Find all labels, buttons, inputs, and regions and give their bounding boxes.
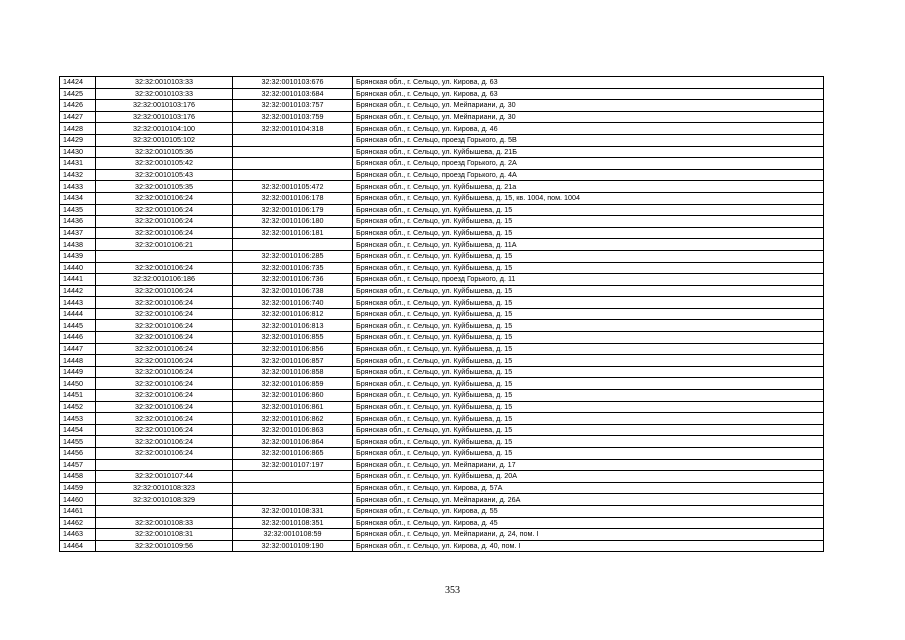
table-row (60, 540, 824, 552)
address-cell: Брянская обл., г. Сельцо, ул. Мейпариани, д. 30 (353, 111, 824, 123)
record-number-cell: 14427 (60, 111, 96, 123)
table-row (60, 134, 824, 146)
cadastral-number-cell: 32:32:0010103:757 (233, 100, 353, 112)
address-cell: Брянская обл., г. Сельцо, ул. Куйбышева, д. 15 (353, 285, 824, 297)
table-row (60, 274, 824, 286)
table-row (60, 239, 824, 251)
address-cell: Брянская обл., г. Сельцо, ул. Куйбышева, д. 15 (353, 204, 824, 216)
address-cell: Брянская обл., г. Сельцо, ул. Куйбышева, д. 15 (353, 448, 824, 460)
cadastral-number-cell: 32:32:0010106:736 (233, 274, 353, 286)
record-number-cell: 14456 (60, 448, 96, 460)
address-cell: Брянская обл., г. Сельцо, ул. Мейпариани, д. 24, пом. I (353, 529, 824, 541)
block-number-cell: 32:32:0010106:24 (96, 192, 233, 204)
table-row (60, 77, 824, 89)
cadastral-number-cell (233, 494, 353, 506)
record-number-cell: 14464 (60, 540, 96, 552)
table-row (60, 146, 824, 158)
block-number-cell: 32:32:0010106:24 (96, 320, 233, 332)
record-number-cell: 14448 (60, 355, 96, 367)
record-number-cell: 14460 (60, 494, 96, 506)
record-number-cell: 14438 (60, 239, 96, 251)
table-row (60, 366, 824, 378)
cadastral-number-cell: 32:32:0010106:735 (233, 262, 353, 274)
block-number-cell: 32:32:0010106:24 (96, 332, 233, 344)
table-row (60, 308, 824, 320)
address-cell: Брянская обл., г. Сельцо, ул. Кирова, д. 63 (353, 88, 824, 100)
block-number-cell: 32:32:0010106:186 (96, 274, 233, 286)
table-row (60, 320, 824, 332)
record-number-cell: 14450 (60, 378, 96, 390)
address-cell: Брянская обл., г. Сельцо, ул. Кирова, д. 55 (353, 505, 824, 517)
address-cell: Брянская обл., г. Сельцо, ул. Мейпариани, д. 17 (353, 459, 824, 471)
table-row (60, 482, 824, 494)
table-row (60, 424, 824, 436)
cadastral-number-cell: 32:32:0010107:197 (233, 459, 353, 471)
page-number: 353 (445, 585, 460, 596)
block-number-cell: 32:32:0010106:24 (96, 355, 233, 367)
table-row (60, 494, 824, 506)
cadastral-number-cell: 32:32:0010106:856 (233, 343, 353, 355)
address-cell: Брянская обл., г. Сельцо, ул. Мейпариани, д. 26А (353, 494, 824, 506)
table-row (60, 413, 824, 425)
record-number-cell: 14437 (60, 227, 96, 239)
address-cell: Брянская обл., г. Сельцо, ул. Куйбышева, д. 15 (353, 250, 824, 262)
record-number-cell: 14452 (60, 401, 96, 413)
block-number-cell: 32:32:0010103:176 (96, 111, 233, 123)
cadastral-number-cell: 32:32:0010106:865 (233, 448, 353, 460)
address-cell: Брянская обл., г. Сельцо, ул. Куйбышева, д. 20А (353, 471, 824, 483)
block-number-cell: 32:32:0010104:100 (96, 123, 233, 135)
address-cell: Брянская обл., г. Сельцо, ул. Куйбышева, д. 21Б (353, 146, 824, 158)
address-cell: Брянская обл., г. Сельцо, ул. Куйбышева, д. 15 (353, 366, 824, 378)
table-row (60, 448, 824, 460)
record-number-cell: 14425 (60, 88, 96, 100)
table-row (60, 529, 824, 541)
cadastral-number-cell: 32:32:0010106:860 (233, 390, 353, 402)
record-number-cell: 14459 (60, 482, 96, 494)
record-number-cell: 14457 (60, 459, 96, 471)
cadastral-number-cell: 32:32:0010103:684 (233, 88, 353, 100)
cadastral-number-cell: 32:32:0010106:740 (233, 297, 353, 309)
cadastral-number-cell: 32:32:0010108:331 (233, 505, 353, 517)
cadastral-number-cell (233, 158, 353, 170)
table-row (60, 100, 824, 112)
cadastral-number-cell (233, 239, 353, 251)
cadastral-number-cell: 32:32:0010108:351 (233, 517, 353, 529)
address-cell: Брянская обл., г. Сельцо, ул. Куйбышева, д. 21а (353, 181, 824, 193)
address-cell: Брянская обл., г. Сельцо, ул. Куйбышева, д. 15 (353, 216, 824, 228)
block-number-cell: 32:32:0010106:21 (96, 239, 233, 251)
cadastral-number-cell: 32:32:0010106:813 (233, 320, 353, 332)
record-number-cell: 14462 (60, 517, 96, 529)
record-number-cell: 14428 (60, 123, 96, 135)
block-number-cell: 32:32:0010106:24 (96, 448, 233, 460)
block-number-cell: 32:32:0010106:24 (96, 401, 233, 413)
address-cell: Брянская обл., г. Сельцо, проезд Горького, д. 2А (353, 158, 824, 170)
table-row (60, 505, 824, 517)
block-number-cell: 32:32:0010108:323 (96, 482, 233, 494)
address-cell: Брянская обл., г. Сельцо, ул. Куйбышева, д. 15 (353, 262, 824, 274)
table-row (60, 158, 824, 170)
address-cell: Брянская обл., г. Сельцо, проезд Горького, д. 4А (353, 169, 824, 181)
table-row (60, 297, 824, 309)
cadastral-number-cell: 32:32:0010106:285 (233, 250, 353, 262)
cadastral-number-cell: 32:32:0010106:864 (233, 436, 353, 448)
record-number-cell: 14441 (60, 274, 96, 286)
table-row (60, 181, 824, 193)
block-number-cell: 32:32:0010108:33 (96, 517, 233, 529)
cadastral-number-cell: 32:32:0010103:759 (233, 111, 353, 123)
cadastral-number-cell (233, 482, 353, 494)
record-number-cell: 14453 (60, 413, 96, 425)
block-number-cell (96, 505, 233, 517)
table-row (60, 343, 824, 355)
cadastral-number-cell: 32:32:0010106:857 (233, 355, 353, 367)
block-number-cell: 32:32:0010105:36 (96, 146, 233, 158)
address-cell: Брянская обл., г. Сельцо, ул. Куйбышева, д. 15 (353, 401, 824, 413)
address-cell: Брянская обл., г. Сельцо, ул. Куйбышева, д. 15 (353, 355, 824, 367)
table-row (60, 111, 824, 123)
block-number-cell: 32:32:0010106:24 (96, 424, 233, 436)
record-number-cell: 14454 (60, 424, 96, 436)
table-row (60, 123, 824, 135)
block-number-cell: 32:32:0010106:24 (96, 216, 233, 228)
block-number-cell: 32:32:0010106:24 (96, 262, 233, 274)
table-row (60, 192, 824, 204)
block-number-cell: 32:32:0010106:24 (96, 343, 233, 355)
cadastral-number-cell: 32:32:0010106:863 (233, 424, 353, 436)
record-number-cell: 14439 (60, 250, 96, 262)
cadastral-number-cell: 32:32:0010106:861 (233, 401, 353, 413)
cadastral-number-cell: 32:32:0010106:812 (233, 308, 353, 320)
cadastral-number-cell (233, 471, 353, 483)
record-number-cell: 14432 (60, 169, 96, 181)
registry-table-body (60, 77, 824, 552)
block-number-cell: 32:32:0010105:43 (96, 169, 233, 181)
block-number-cell: 32:32:0010109:56 (96, 540, 233, 552)
cadastral-number-cell: 32:32:0010106:858 (233, 366, 353, 378)
address-cell: Брянская обл., г. Сельцо, ул. Мейпариани, д. 30 (353, 100, 824, 112)
cadastral-number-cell: 32:32:0010106:738 (233, 285, 353, 297)
address-cell: Брянская обл., г. Сельцо, ул. Куйбышева, д. 15 (353, 390, 824, 402)
record-number-cell: 14444 (60, 308, 96, 320)
block-number-cell: 32:32:0010106:24 (96, 227, 233, 239)
cadastral-number-cell: 32:32:0010106:859 (233, 378, 353, 390)
cadastral-number-cell: 32:32:0010106:862 (233, 413, 353, 425)
cadastral-number-cell: 32:32:0010106:178 (233, 192, 353, 204)
record-number-cell: 14436 (60, 216, 96, 228)
address-cell: Брянская обл., г. Сельцо, ул. Куйбышева, д. 15, кв. 1004, пом. 1004 (353, 192, 824, 204)
record-number-cell: 14431 (60, 158, 96, 170)
block-number-cell: 32:32:0010106:24 (96, 285, 233, 297)
address-cell: Брянская обл., г. Сельцо, ул. Куйбышева, д. 15 (353, 378, 824, 390)
cadastral-number-cell: 32:32:0010106:180 (233, 216, 353, 228)
record-number-cell: 14440 (60, 262, 96, 274)
address-cell: Брянская обл., г. Сельцо, ул. Кирова, д. 63 (353, 77, 824, 89)
registry-table (59, 76, 824, 552)
record-number-cell: 14449 (60, 366, 96, 378)
cadastral-number-cell: 32:32:0010104:318 (233, 123, 353, 135)
table-row (60, 355, 824, 367)
block-number-cell: 32:32:0010105:102 (96, 134, 233, 146)
record-number-cell: 14435 (60, 204, 96, 216)
cadastral-number-cell (233, 146, 353, 158)
table-row (60, 459, 824, 471)
table-row (60, 227, 824, 239)
cadastral-number-cell (233, 169, 353, 181)
table-row (60, 88, 824, 100)
record-number-cell: 14458 (60, 471, 96, 483)
address-cell: Брянская обл., г. Сельцо, проезд Горького, д. 11 (353, 274, 824, 286)
table-row (60, 285, 824, 297)
address-cell: Брянская обл., г. Сельцо, ул. Куйбышева, д. 15 (353, 308, 824, 320)
address-cell: Брянская обл., г. Сельцо, ул. Куйбышева, д. 15 (353, 436, 824, 448)
address-cell: Брянская обл., г. Сельцо, ул. Куйбышева, д. 15 (353, 343, 824, 355)
record-number-cell: 14434 (60, 192, 96, 204)
record-number-cell: 14433 (60, 181, 96, 193)
table-row (60, 390, 824, 402)
address-cell: Брянская обл., г. Сельцо, ул. Куйбышева, д. 15 (353, 424, 824, 436)
table-row (60, 262, 824, 274)
block-number-cell: 32:32:0010106:24 (96, 204, 233, 216)
address-cell: Брянская обл., г. Сельцо, ул. Кирова, д. 45 (353, 517, 824, 529)
table-row (60, 401, 824, 413)
address-cell: Брянская обл., г. Сельцо, ул. Кирова, д. 57А (353, 482, 824, 494)
cadastral-number-cell: 32:32:0010109:190 (233, 540, 353, 552)
block-number-cell: 32:32:0010106:24 (96, 413, 233, 425)
block-number-cell: 32:32:0010106:24 (96, 390, 233, 402)
cadastral-number-cell: 32:32:0010106:181 (233, 227, 353, 239)
block-number-cell: 32:32:0010105:35 (96, 181, 233, 193)
record-number-cell: 14426 (60, 100, 96, 112)
address-cell: Брянская обл., г. Сельцо, ул. Куйбышева, д. 15 (353, 297, 824, 309)
record-number-cell: 14463 (60, 529, 96, 541)
block-number-cell: 32:32:0010106:24 (96, 378, 233, 390)
table-row (60, 378, 824, 390)
table-row (60, 216, 824, 228)
record-number-cell: 14424 (60, 77, 96, 89)
address-cell: Брянская обл., г. Сельцо, ул. Куйбышева, д. 15 (353, 227, 824, 239)
table-row (60, 169, 824, 181)
cadastral-number-cell: 32:32:0010103:676 (233, 77, 353, 89)
block-number-cell: 32:32:0010106:24 (96, 308, 233, 320)
address-cell: Брянская обл., г. Сельцо, ул. Куйбышева, д. 15 (353, 332, 824, 344)
cadastral-number-cell (233, 134, 353, 146)
cadastral-number-cell: 32:32:0010106:855 (233, 332, 353, 344)
block-number-cell: 32:32:0010103:33 (96, 88, 233, 100)
block-number-cell: 32:32:0010106:24 (96, 297, 233, 309)
record-number-cell: 14430 (60, 146, 96, 158)
block-number-cell: 32:32:0010108:329 (96, 494, 233, 506)
record-number-cell: 14461 (60, 505, 96, 517)
record-number-cell: 14446 (60, 332, 96, 344)
table-row (60, 204, 824, 216)
cadastral-number-cell: 32:32:0010105:472 (233, 181, 353, 193)
table-row (60, 471, 824, 483)
address-cell: Брянская обл., г. Сельцо, ул. Куйбышева, д. 15 (353, 320, 824, 332)
block-number-cell: 32:32:0010105:42 (96, 158, 233, 170)
record-number-cell: 14445 (60, 320, 96, 332)
block-number-cell: 32:32:0010103:176 (96, 100, 233, 112)
block-number-cell: 32:32:0010108:31 (96, 529, 233, 541)
block-number-cell: 32:32:0010107:44 (96, 471, 233, 483)
table-row (60, 436, 824, 448)
address-cell: Брянская обл., г. Сельцо, ул. Кирова, д. 40, пом. I (353, 540, 824, 552)
record-number-cell: 14429 (60, 134, 96, 146)
cadastral-number-cell: 32:32:0010108:59 (233, 529, 353, 541)
address-cell: Брянская обл., г. Сельцо, ул. Кирова, д. 46 (353, 123, 824, 135)
block-number-cell: 32:32:0010103:33 (96, 77, 233, 89)
record-number-cell: 14455 (60, 436, 96, 448)
table-row (60, 250, 824, 262)
record-number-cell: 14451 (60, 390, 96, 402)
record-number-cell: 14447 (60, 343, 96, 355)
record-number-cell: 14442 (60, 285, 96, 297)
block-number-cell (96, 250, 233, 262)
block-number-cell (96, 459, 233, 471)
block-number-cell: 32:32:0010106:24 (96, 366, 233, 378)
cadastral-number-cell: 32:32:0010106:179 (233, 204, 353, 216)
record-number-cell: 14443 (60, 297, 96, 309)
address-cell: Брянская обл., г. Сельцо, проезд Горького, д. 5В (353, 134, 824, 146)
address-cell: Брянская обл., г. Сельцо, ул. Куйбышева, д. 11А (353, 239, 824, 251)
table-row (60, 332, 824, 344)
table-row (60, 517, 824, 529)
address-cell: Брянская обл., г. Сельцо, ул. Куйбышева, д. 15 (353, 413, 824, 425)
block-number-cell: 32:32:0010106:24 (96, 436, 233, 448)
